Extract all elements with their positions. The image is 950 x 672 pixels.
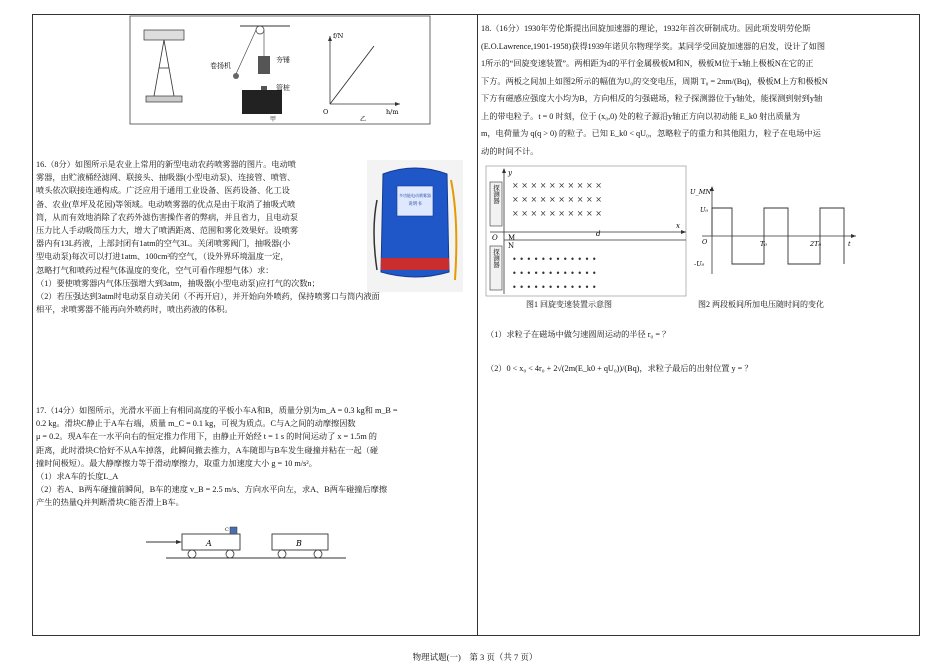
fig2-t-label: t [848, 240, 851, 248]
q17-line: μ = 0.2。现A车在一水平向右的恒定推力作用下，由静止开始经 t = 1 s 的时间运动了 x = 1.5m 的 [36, 432, 377, 442]
block-c-label: C [225, 527, 229, 533]
q17-line: 距离，此时滑块C恰好不从A车掉落，此瞬间撤去推力，A车随即与B车发生碰撞并粘在一起（碰 [36, 445, 379, 455]
cart-a-label: A [206, 539, 212, 548]
origin-label: O [323, 108, 329, 116]
q16-line: 型电动泵)每次可以打进1atm、100cm³的空气，（设外界环境温度一定， [36, 252, 289, 262]
axis-f-label: f/N [333, 32, 344, 40]
fig1-y-label: y [508, 169, 512, 177]
fig1-detector-lower: 探测器 [492, 248, 500, 268]
q16-line: 相平，求喷雾器不能再向外喷药时，喷出药液的体积。 [36, 305, 233, 315]
label-yi: 乙 [360, 116, 367, 123]
q16-line: （2）若压强达到3atm时电动泵自动关闭（不再开启），并开始向外喷药，保持喷雾口与筒内液面 [36, 292, 380, 302]
fig2-2t0-label: 2T₀ [810, 240, 822, 248]
fig2-t0-label: T₀ [760, 240, 767, 248]
q17-line: 17.（14分）如图所示，光滑水平面上有相同高度的平板小车A和B，质量分别为m_A = 0.3 kg和 m_B = [36, 406, 398, 415]
fig1-x-label: x [676, 222, 680, 230]
figure-1-caption: 图1 回旋变速装置示意图 [526, 300, 612, 309]
fig1-origin-label: O [492, 234, 498, 242]
q16-line: 压力比人手动吸筒压力大，增大了喷洒距离、范围和雾化效果好。设喷雾 [36, 226, 299, 236]
figure-1-device [486, 166, 686, 296]
q16-line: 忽略打气和喷药过程气体温度的变化，空气可看作理想气体）求： [36, 265, 274, 275]
q16-line: 16.（8分）如图所示是农业上常用的新型电动农药喷雾器的图片。电动喷 [36, 160, 296, 169]
sprayer-photo [367, 160, 463, 292]
fig1-n-label: N [508, 242, 515, 250]
q17-line: （2）若A、B两车碰撞前瞬间，B车的速度 v_B = 2.5 m/s、方向水平向左，求A、B两车碰撞后摩擦 [36, 485, 388, 495]
q16-line: 喷头依次联接连通构成。广泛应用于通用工业设备、医药设备、化工设 [36, 186, 290, 196]
fig1-detector-upper: 探测器 [492, 184, 500, 204]
question-18 [481, 20, 828, 160]
label-pipe-pile: 管桩 [276, 84, 290, 92]
axis-h-label: h/m [386, 108, 399, 116]
q18-line: m，电荷量为 q(q > 0) 的粒子。已知 E_k0 < qU₀，忽略粒子的重力和其他阻力，粒子在电场中运 [481, 129, 821, 138]
q16-line: 器内有13L药液，上部封闭有1atm的空气3L。关闭喷雾阀门，抽吸器(小 [36, 239, 291, 249]
fig2-umn-label: U_MN [690, 188, 712, 196]
question-17 [36, 404, 398, 510]
svg-text:• • • • • • • • • • • •: • • • • • • • • • • • • [512, 255, 597, 264]
svg-text:× × × × × × × × × ×: × × × × × × × × × × [512, 195, 602, 204]
q18-line: 动的时间不计。 [481, 146, 539, 156]
figure-2-caption: 图2 两段板间所加电压随时间的变化 [698, 300, 824, 309]
q18-line: 18.（16分）1930年劳伦斯提出回旋加速器的理论，1932年首次研制成功。因此项发明劳伦斯 [481, 24, 811, 33]
sprayer-label-2: 说明书 [408, 202, 422, 207]
q17-line: 产生的热量Q并判断滑块C能否滑上B车。 [36, 498, 184, 508]
carts-figure [146, 522, 346, 562]
q18-line: 下方有磁感应强度大小均为B，方向相反的匀强磁场，粒子探测器位于y轴处，能探测到射到y轴 [481, 94, 823, 103]
svg-text:• • • • • • • • • • • •: • • • • • • • • • • • • [512, 283, 597, 292]
q18-sub-1: （1）求粒子在磁场中做匀速圆周运动的半径 r₀ = ？ [486, 330, 671, 339]
fig2-u0-label: U₀ [700, 206, 709, 214]
q16-line: 筒，从而有效地消除了农药外滤伤害操作者的弊病，并且省力，且电动泵 [36, 212, 299, 222]
column-divider [477, 14, 478, 636]
sprayer-label-1: 多功能电动喷雾器 [399, 193, 431, 198]
q18-line: (E.O.Lawrence,1901-1958)获得1939年诺贝尔物理学奖。某同学受回旋加速器的启发，设计了如图 [481, 41, 826, 51]
figure-2-voltage [688, 186, 858, 276]
label-jia: 甲 [270, 116, 277, 123]
label-hammer: 夯锤 [276, 56, 290, 64]
question-16 [36, 158, 380, 316]
magnetic-field-into-page [512, 181, 602, 218]
q18-line: 下方。两板之间加上如图2所示的幅值为U₀的交变电压，周期 T₀ = 2πm/(Bq)，极板M上方和极板N [481, 76, 828, 86]
q17-line: （1）求A车的长度L_A [36, 472, 119, 482]
fig1-m-label: M [508, 234, 516, 242]
q18-line: 上的带电粒子。t = 0 时刻，位于 (x₀,0) 处的粒子源沿y轴正方向以初动能 E_k0 射出质量为 [481, 111, 801, 121]
magnetic-field-out-of-page [512, 255, 597, 292]
q16-line: 雾器，由贮液桶经滤网、联接头、抽吸器(小型电动泵)、连接管、喷管、 [36, 173, 296, 183]
pile-driver-figure [130, 16, 430, 126]
svg-text:• • • • • • • • • • • •: • • • • • • • • • • • • [512, 269, 597, 278]
svg-text:× × × × × × × × × ×: × × × × × × × × × × [512, 209, 602, 218]
page-footer: 物理试题(一) 第 3 页（共 7 页） [412, 652, 538, 662]
fig2-neg-u0-label: -U₀ [694, 260, 705, 268]
q18-line: 1所示的“回旋变速装置”。两相距为d的平行金属极板M和N，极板M位于x轴上极板N在它的正 [481, 59, 814, 68]
q17-line: 撞时间极短）。最大静摩擦力等于滑动摩擦力，取重力加速度大小 g = 10 m/s²。 [36, 458, 317, 468]
q17-line: 0.2 kg。滑块C静止于A车右端，质量 m_C = 0.1 kg，可视为质点。C与A之间的动摩擦因数 [36, 419, 356, 429]
q18-sub-2: （2）0 < x₀ < 4r₀ + 2√(2m(E_k0 + qU₀))/(Bq)，求粒子最后的出射位置 y = ？ [486, 364, 753, 373]
q16-line: （1）要使喷雾器内气体压强增大到3atm，抽吸器(小型电动泵)应打气的次数n； [36, 278, 320, 288]
q16-line: 备、农业(草坪及花园)等领域。电动喷雾器的优点是由于取消了抽吸式喷 [36, 199, 296, 209]
fig1-d-label: d [596, 230, 601, 238]
label-winch: 卷扬机 [210, 62, 231, 70]
cart-b-label: B [296, 539, 302, 548]
svg-text:× × × × × × × × × ×: × × × × × × × × × × [512, 181, 602, 190]
fig2-origin-label: O [702, 238, 708, 246]
